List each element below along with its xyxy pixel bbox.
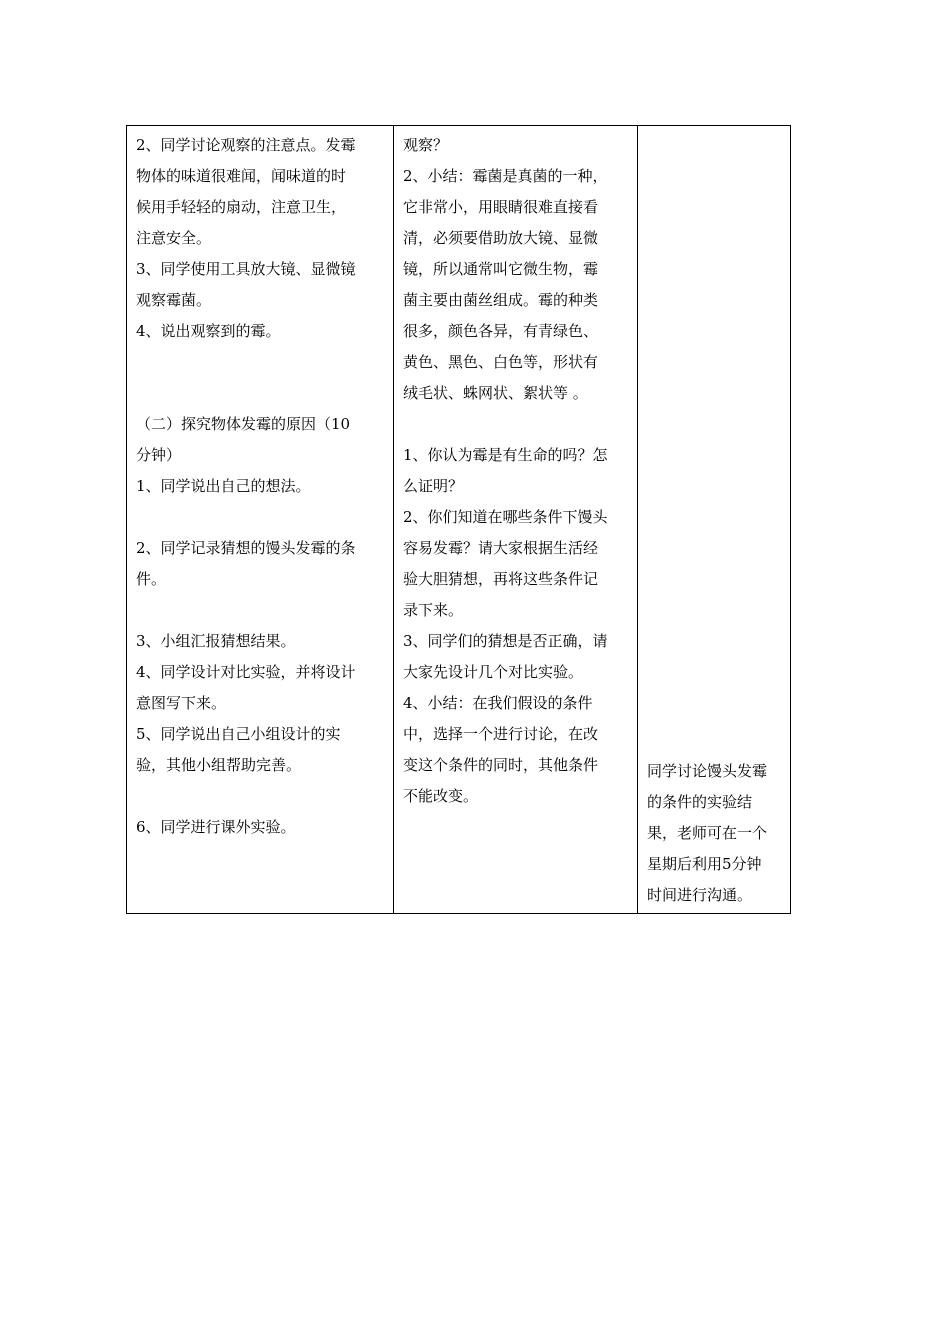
text-line: 变这个条件的同时，其他条件 [403,756,599,774]
text-line: 镜，所以通常叫它微生物，霉 [403,260,599,278]
text-line: 中，选择一个进行讨论，在改 [403,725,599,743]
text-line: 容易发霉？请大家根据生活经 [403,539,599,557]
text-line: 黄色、黑色、白色等，形状有 [403,353,599,371]
text-line: 绒毛状、蛛网状、絮状等 。 [403,384,588,402]
text-line: 3、同学们的猜想是否正确，请 [403,632,608,650]
text-line: 6、同学进行课外实验。 [136,818,296,836]
text-line: 4、说出观察到的霉。 [136,322,281,340]
text-line: 的条件的实验结 [647,793,753,811]
note-cell [638,126,791,914]
text-line: 很多，颜色各异，有青绿色、 [403,322,599,340]
text-line [136,378,384,409]
text-line: 3、小组汇报猜想结果。 [136,632,296,650]
text-line: 注意安全。 [136,229,212,247]
text-line: 2、小结：霉菌是真菌的一种， [403,167,608,185]
text-line [136,595,384,626]
text-line: 物体的味道很难闻，闻味道的时 [136,167,347,185]
text-line: 5、同学说出自己小组设计的实 [136,725,341,743]
text-line: 3、同学使用工具放大镜、显微镜 [136,260,356,278]
text-line: 验，其他小组帮助完善。 [136,756,302,774]
text-line: 2、同学记录猜想的馒头发霉的条 [136,539,356,557]
text-line: 意图写下来。 [136,694,227,712]
text-line: 1、同学说出自己的想法。 [136,477,311,495]
text-line: 观察？ [403,136,449,154]
text-line: 星期后利用5分钟 [647,855,762,873]
text-line: 录下来。 [403,601,464,619]
text-line: 候用手轻轻的扇动，注意卫生， [136,198,347,216]
text-line: 它非常小，用眼睛很难直接看 [403,198,599,216]
table-row [127,126,791,914]
lesson-plan-table [126,125,791,914]
text-line: （二）探究物体发霉的原因（10 [136,415,351,433]
text-line: 1、你认为霉是有生命的吗？怎 [403,446,608,464]
text-line [136,347,384,378]
text-line [136,781,384,812]
text-line: 件。 [136,570,167,588]
text-line: 2、你们知道在哪些条件下馒头 [403,508,608,526]
text-line: 2、同学讨论观察的注意点。发霉 [136,136,356,154]
text-line: 观察霉菌。 [136,291,212,309]
text-line: 不能改变。 [403,787,479,805]
text-line: 清，必须要借助放大镜、显微 [403,229,599,247]
text-line: 大家先设计几个对比实验。 [403,663,584,681]
text-line: 菌主要由菌丝组成。霉的种类 [403,291,599,309]
text-line [136,502,384,533]
teacher-activity-cell [394,126,638,914]
text-line: 么证明？ [403,477,464,495]
text-line: 验大胆猜想，再将这些条件记 [403,570,599,588]
text-line [403,409,628,440]
text-line: 分钟） [136,446,182,464]
text-line: 4、同学设计对比实验，并将设计 [136,663,356,681]
text-line: 时间进行沟通。 [647,886,753,904]
text-line: 果，老师可在一个 [647,824,768,842]
student-activity-cell [127,126,394,914]
text-line: 4、小结：在我们假设的条件 [403,694,593,712]
text-line: 同学讨论馒头发霉 [647,762,768,780]
